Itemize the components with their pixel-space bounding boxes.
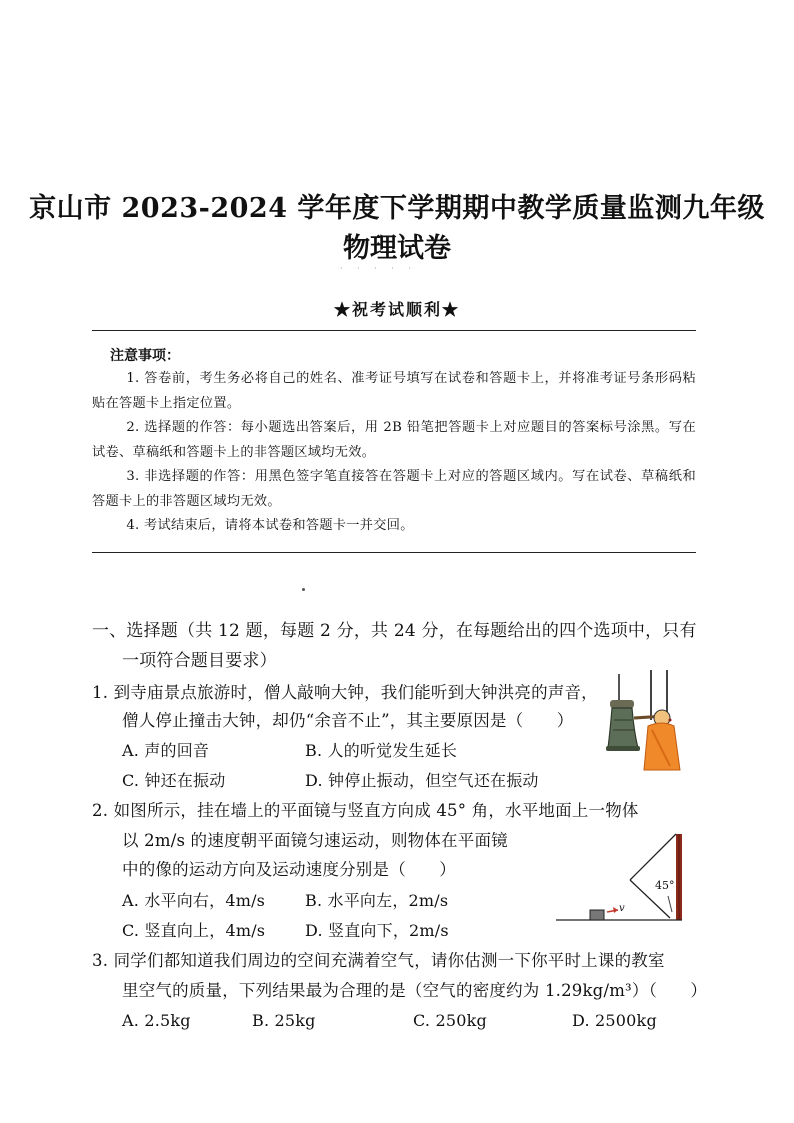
velocity-label: v — [619, 903, 625, 914]
notice-body — [92, 367, 696, 539]
q2-stem-line3: 中的像的运动方向及运动速度分别是（ ） — [122, 860, 456, 879]
exam-title-line1: 京山市 2023-2024 学年度下学期期中教学质量监测九年级 — [29, 193, 765, 224]
notice-item-1: 1. 答卷前，考生务必将自己的姓名、准考证号填写在试卷和答题卡上，并将准考证号条形码粘贴在答题卡上指定位置。 — [92, 371, 696, 411]
q1-stem-line1: 1. 到寺庙景点旅游时，僧人敲响大钟，我们能听到大钟洪亮的声音， — [92, 683, 598, 702]
notice-item-2: 2. 选择题的作答：每小题选出答案后，用 2B 铅笔把答题卡上对应题目的答案标号涂黑。写在试卷、草稿纸和答题卡上的非答题区域均无效。 — [92, 420, 696, 460]
print-smudge: · · · · · — [340, 264, 417, 273]
notice-bottom-rule — [92, 552, 696, 553]
notice-title: 注意事项： — [110, 348, 180, 364]
q3-stem-line2: 里空气的质量，下列结果最为合理的是（空气的密度约为 1.29kg/m³）（ ） — [122, 981, 708, 1000]
q3-option-b: B. 25kg — [252, 1011, 316, 1030]
q1-option-a: A. 声的回音 — [122, 741, 210, 760]
q2-stem-line2: 以 2m/s 的速度朝平面镜匀速运动，则物体在平面镜 — [122, 831, 508, 850]
good-luck-banner: ★祝考试顺利★ — [333, 300, 460, 319]
q2-stem-line1: 2. 如图所示，挂在墙上的平面镜与竖直方向成 45° 角，水平地面上一物体 — [92, 801, 639, 820]
notice-item-4: 4. 考试结束后，请将本试卷和答题卡一并交回。 — [126, 518, 414, 533]
notice-top-rule — [92, 330, 696, 331]
q1-stem-line2: 僧人停止撞击大钟，却仍“余音不止”，其主要原因是（ ） — [122, 711, 574, 730]
q3-option-c: C. 250kg — [413, 1011, 487, 1030]
q2-option-b: B. 水平向左，2m/s — [305, 891, 449, 910]
q1-option-c: C. 钟还在振动 — [122, 771, 226, 790]
q3-stem-line1: 3. 同学们都知道我们周边的空间充满着空气，请你估测一下你平时上课的教室 — [92, 951, 665, 970]
q2-option-d: D. 竖直向下，2m/s — [305, 921, 449, 940]
bell-monk-illustration-icon — [604, 670, 694, 776]
mirror-diagram-icon — [556, 832, 686, 924]
q1-option-d: D. 钟停止振动，但空气还在振动 — [305, 771, 539, 790]
exam-title-line2: 物理试卷 — [343, 233, 451, 264]
section-heading-line1: 一、选择题（共 12 题，每题 2 分，共 24 分，在每题给出的四个选项中，只有 — [92, 621, 697, 641]
q2-option-c: C. 竖直向上，4m/s — [122, 921, 266, 940]
section-heading-line2: 一项符合题目要求） — [122, 651, 277, 671]
q3-option-a: A. 2.5kg — [122, 1011, 191, 1030]
q1-option-b: B. 人的听觉发生延长 — [305, 741, 458, 760]
notice-item-3: 3. 非选择题的作答：用黑色签字笔直接答在答题卡上对应的答题区域内。写在试卷、草稿纸和答题卡上的非答题区域均无效。 — [92, 469, 696, 509]
angle-label: 45° — [655, 879, 675, 892]
print-dot — [302, 588, 305, 591]
q2-option-a: A. 水平向右，4m/s — [122, 891, 266, 910]
q3-option-d: D. 2500kg — [572, 1011, 657, 1030]
